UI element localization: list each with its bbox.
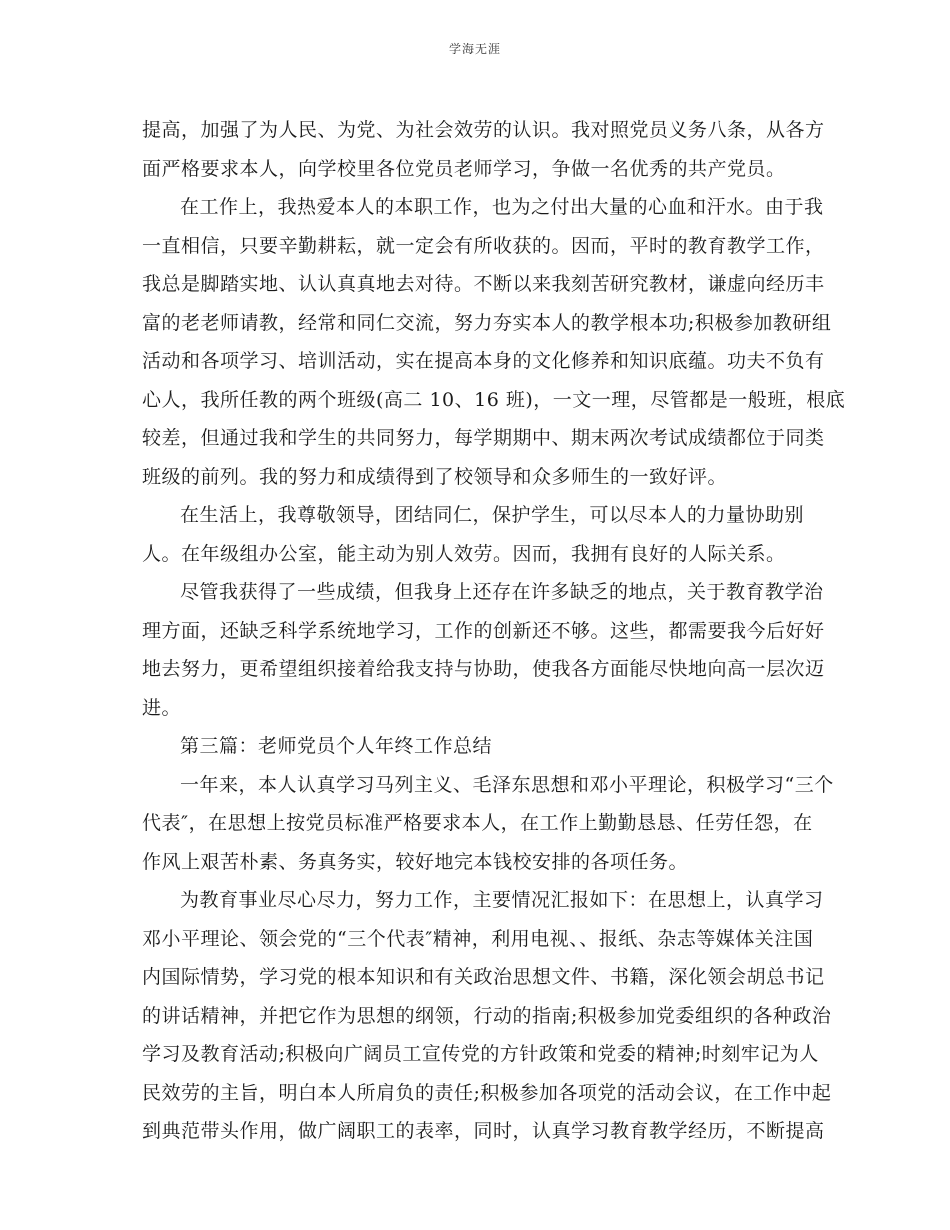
text-line: 学习及教育活动;积极向广阔员工宣传党的方针政策和党委的精神;时刻牢记为人 [142,1043,819,1065]
text-line: 在工作上，我热爱本人的本职工作，也为之付出大量的心血和汗水。由于我 [180,196,824,218]
text-line: 面严格要求本人，向学校里各位党员老师学习，争做一名优秀的共产党员。 [142,157,786,180]
text-line: 代表″，在思想上按党员标准严格要求本人，在工作上勤勤恳恳、任劳任怨，在 [142,812,813,834]
text-line: 人。在年级组办公室，能主动为别人效劳。因而，我拥有良好的人际关系。 [142,542,786,565]
text-line: 提高，加强了为人民、为党、为社会效劳的认识。我对照党员义务八条，从各方 [142,119,825,141]
document-body [142,111,846,1151]
text-line: 的讲话精神，并把它作为思想的纲领，行动的指南;积极参加党委组织的各种政治 [142,1004,832,1027]
text-line: 民效劳的主旨，明白本人所肩负的责任;积极参加各项党的活动会议，在工作中起 [142,1081,832,1104]
text-line: 班级的前列。我的努力和成绩得到了校领导和众多师生的一致好评。 [142,465,728,488]
text-line: 尽管我获得了一些成绩，但我身上还存在许多缺乏的地点，关于教育教学治 [180,581,824,603]
text-line: 理方面，还缺乏科学系统地学习，工作的创新还不够。这些，都需要我今后好好 [142,619,825,642]
text-line: 一年来，本人认真学习马列主义、毛泽东思想和邓小平理论，积极学习“三个 [180,773,834,796]
text-line: 在生活上，我尊敬领导，团结同仁，保护学生，可以尽本人的力量协助别 [180,504,805,526]
text-line: 到典范带头作用，做广阔职工的表率，同时，认真学习教育教学经历，不断提高 [142,1120,825,1142]
text-line: 地去努力，更希望组织接着给我支持与协助，使我各方面能尽快地向高一层次迈 [142,658,825,680]
text-line: 较差，但通过我和学生的共同努力，每学期期中、期末两次考试成绩都位于同类 [142,427,825,449]
text-line: 进。 [142,696,182,719]
text-line: 心人，我所任教的两个班级(高二 10、16 班)，一文一理，尽管都是一般班，根底 [142,388,846,411]
text-line: 我总是脚踏实地、认认真真地去对待。不断以来我刻苦研究教材，谦虚向经历丰 [142,273,825,295]
text-line: 富的老老师请教，经常和同仁交流，努力夯实本人的教学根本功;积极参加教研组 [142,311,832,334]
text-line: 内国际情势，学习党的根本知识和有关政治思想文件、书籍，深化领会胡总书记 [142,966,825,988]
text-line: 活动和各项学习、培训活动，实在提高本身的文化修养和知识底蕴。功夫不负有 [142,350,825,372]
page-header: 学海无涯 [448,42,501,56]
text-line: 邓小平理论、领会党的“三个代表″精神，利用电视、、报纸、杂志等媒体关注国 [142,927,814,950]
text-line: 一直相信，只要辛勤耕耘，就一定会有所收获的。因而，平时的教育教学工作， [142,234,825,257]
section-heading: 第三篇：老师党员个人年终工作总结 [180,735,493,757]
text-line: 为教育事业尽心尽力，努力工作，主要情况汇报如下：在思想上，认真学习 [180,889,824,911]
text-line: 作风上艰苦朴素、务真务实，较好地完本钱校安排的各项任务。 [142,850,689,873]
